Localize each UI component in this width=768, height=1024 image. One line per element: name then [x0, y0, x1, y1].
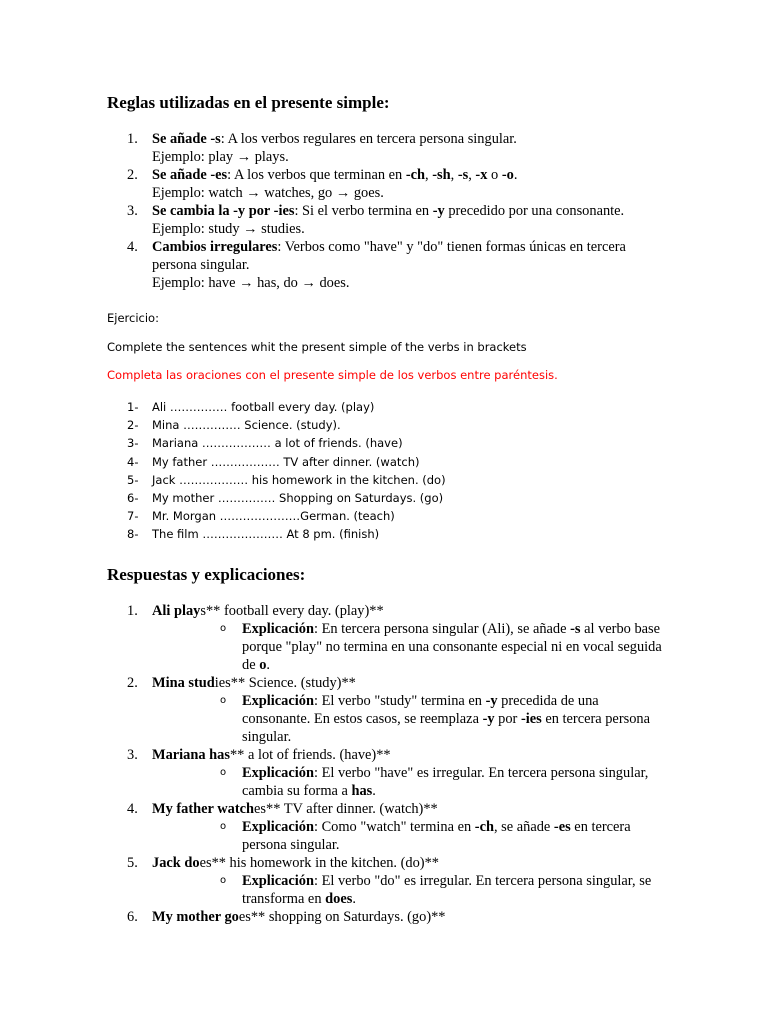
- exercise-text: Jack ……………… his homework in the kitchen. (do): [152, 472, 446, 487]
- explanation-text: por: [494, 711, 521, 727]
- exercise-item: [107, 489, 446, 507]
- explanation-bold: -s: [570, 621, 581, 637]
- exercise-item: [107, 507, 446, 525]
- explanation-bold: -ch: [474, 819, 494, 835]
- rule-text: : Verbos como "have" y "do" tienen formas únicas en tercera persona singular.: [152, 239, 626, 273]
- rule-item: [107, 130, 667, 166]
- rule-suffix: -sh: [432, 167, 451, 183]
- answer-rest: ies** Science. (study)**: [214, 675, 356, 691]
- rule-example: Ejemplo: study → studies.: [152, 221, 305, 237]
- exercise-text: Mina …………… Science. (study).: [152, 418, 341, 433]
- exercise-item: [107, 434, 446, 452]
- answer-rest: ** a lot of friends. (have)**: [229, 747, 391, 763]
- list-number: 5.: [127, 855, 138, 871]
- list-number: 4-: [127, 454, 139, 469]
- exercise-text: Mariana ……………… a lot of friends. (have): [152, 436, 403, 451]
- list-number: 1.: [127, 131, 138, 147]
- answer-item: [107, 800, 667, 854]
- explanation-bold: o: [259, 657, 267, 673]
- explanation-bold: -ies: [520, 711, 542, 727]
- explanation-bold: -y: [485, 693, 498, 709]
- rules-heading: Reglas utilizadas en el presente simple:: [107, 93, 390, 112]
- circle-bullet-icon: o: [220, 767, 227, 778]
- list-number: 2-: [127, 418, 139, 433]
- explanation-label: Explicación: [242, 765, 314, 781]
- explanation-label: Explicación: [242, 621, 314, 637]
- rule-title: Se añade -es: [152, 167, 228, 183]
- rule-text: : Si el verbo termina en: [294, 203, 433, 219]
- rule-text: .: [513, 167, 518, 183]
- exercise-item: [107, 471, 446, 489]
- answer-bold: Mariana has: [152, 747, 230, 763]
- list-number: 5-: [127, 472, 139, 487]
- rule-text: : A los verbos que terminan en: [227, 167, 406, 183]
- rule-suffix: -x: [475, 167, 488, 183]
- explanation: [152, 872, 667, 908]
- explanation-label: Explicación: [242, 873, 314, 889]
- explanation-text: : El verbo "do" es irregular. En tercera persona singular, se transforma en: [242, 873, 652, 907]
- exercise-item: [107, 398, 446, 416]
- list-number: 3.: [127, 203, 138, 219]
- answers-list: [107, 602, 667, 926]
- circle-bullet-icon: o: [220, 623, 227, 634]
- explanation: [152, 764, 667, 800]
- list-number: 6-: [127, 491, 139, 506]
- answer-bold: Jack do: [152, 855, 200, 871]
- rules-list: [107, 130, 667, 292]
- answer-item: [107, 674, 667, 746]
- explanation-bold: -es: [553, 819, 571, 835]
- rule-title: Se añade -s: [152, 131, 221, 147]
- rule-text: ,: [450, 167, 458, 183]
- rule-example: Ejemplo: have → has, do → does.: [152, 275, 350, 291]
- rule-item: [107, 238, 667, 292]
- explanation: [152, 818, 667, 854]
- explanation-text: al verbo base porque "play" no termina en una consonante especial ni en vocal seguida de: [242, 621, 662, 673]
- rule-example: Ejemplo: play → plays.: [152, 149, 289, 165]
- explanation-bold: -y: [482, 711, 495, 727]
- explanation-label: Explicación: [242, 819, 314, 835]
- rule-title: Cambios irregulares: [152, 239, 278, 255]
- answer-rest: es** shopping on Saturdays. (go)**: [238, 909, 446, 925]
- answer-rest: es** his homework in the kitchen. (do)**: [199, 855, 439, 871]
- answer-item: [107, 854, 667, 908]
- exercise-title: Ejercicio:: [107, 311, 159, 325]
- explanation-text: .: [352, 891, 356, 907]
- explanation-bold: has: [351, 783, 373, 799]
- answer-bold: Mina stud: [152, 675, 215, 691]
- rule-text: ,: [468, 167, 476, 183]
- list-number: 4.: [127, 801, 138, 817]
- explanation-text: .: [372, 783, 376, 799]
- explanation: [152, 692, 667, 746]
- explanation-text: : Como "watch" termina en: [313, 819, 475, 835]
- exercise-text: My father ……………… TV after dinner. (watch): [152, 454, 420, 469]
- rule-text: ,: [425, 167, 433, 183]
- answer-bold: My father watch: [152, 801, 255, 817]
- rule-suffix: -o: [501, 167, 514, 183]
- answer-item: [107, 602, 667, 674]
- answer-rest: es** TV after dinner. (watch)**: [254, 801, 438, 817]
- list-number: 2.: [127, 167, 138, 183]
- explanation-text: .: [266, 657, 270, 673]
- exercise-text: Mr. Morgan …………………German. (teach): [152, 509, 395, 524]
- answer-bold: My mother go: [152, 909, 239, 925]
- explanation-text: : El verbo "have" es irregular. En tercera persona singular, cambia su forma a: [242, 765, 649, 799]
- exercise-text: The film ………………… At 8 pm. (finish): [152, 527, 380, 542]
- list-number: 1-: [127, 400, 139, 414]
- answer-item: [107, 746, 667, 800]
- rule-text: precedido por una consonante.: [444, 203, 625, 219]
- list-number: 3.: [127, 747, 138, 763]
- list-number: 1.: [127, 603, 138, 619]
- exercise-item: [107, 525, 446, 543]
- explanation-text: en tercera persona singular.: [242, 711, 650, 745]
- circle-bullet-icon: o: [220, 875, 227, 886]
- answers-heading: Respuestas y explicaciones:: [107, 565, 306, 584]
- list-number: 2.: [127, 675, 138, 691]
- rule-example: Ejemplo: watch → watches, go → goes.: [152, 185, 384, 201]
- rule-suffix: -s: [457, 167, 469, 183]
- exercise-text: My mother …………… Shopping on Saturdays. (go): [152, 491, 444, 506]
- rule-item: [107, 202, 667, 238]
- answer-rest: s** football every day. (play)**: [200, 603, 384, 619]
- explanation-text: : En tercera persona singular (Ali), se añade: [313, 621, 571, 637]
- exercise-list: [107, 398, 446, 544]
- list-number: 3-: [127, 436, 139, 451]
- list-number: 6.: [127, 909, 138, 925]
- exercise-instruction-en: Complete the sentences whit the present simple of the verbs in brackets: [107, 340, 527, 354]
- list-number: 7-: [127, 509, 139, 524]
- circle-bullet-icon: o: [220, 821, 227, 832]
- rule-suffix: -y: [432, 203, 445, 219]
- explanation-text: en tercera persona singular.: [242, 819, 631, 853]
- rule-suffix: -ch: [405, 167, 425, 183]
- answer-item: [107, 908, 667, 926]
- explanation-bold: does: [325, 891, 353, 907]
- list-number: 4.: [127, 239, 138, 255]
- explanation-text: , se añade: [493, 819, 554, 835]
- rule-title: Se cambia la -y por -ies: [152, 203, 295, 219]
- exercise-item: [107, 416, 446, 434]
- rule-item: [107, 166, 667, 202]
- exercise-instruction-es: Completa las oraciones con el presente simple de los verbos entre paréntesis.: [107, 368, 558, 382]
- exercise-item: [107, 453, 446, 471]
- explanation-label: Explicación: [242, 693, 314, 709]
- answer-bold: Ali play: [152, 603, 201, 619]
- rule-text: : A los verbos regulares en tercera persona singular.: [220, 131, 517, 147]
- explanation: [152, 620, 667, 674]
- exercise-text: Ali …………… football every day. (play): [152, 400, 375, 414]
- circle-bullet-icon: o: [220, 695, 227, 706]
- explanation-text: precedida de una consonante. En estos casos, se reemplaza: [242, 693, 599, 727]
- list-number: 8-: [127, 527, 139, 542]
- rule-text: o: [487, 167, 502, 183]
- explanation-text: : El verbo "study" termina en: [313, 693, 486, 709]
